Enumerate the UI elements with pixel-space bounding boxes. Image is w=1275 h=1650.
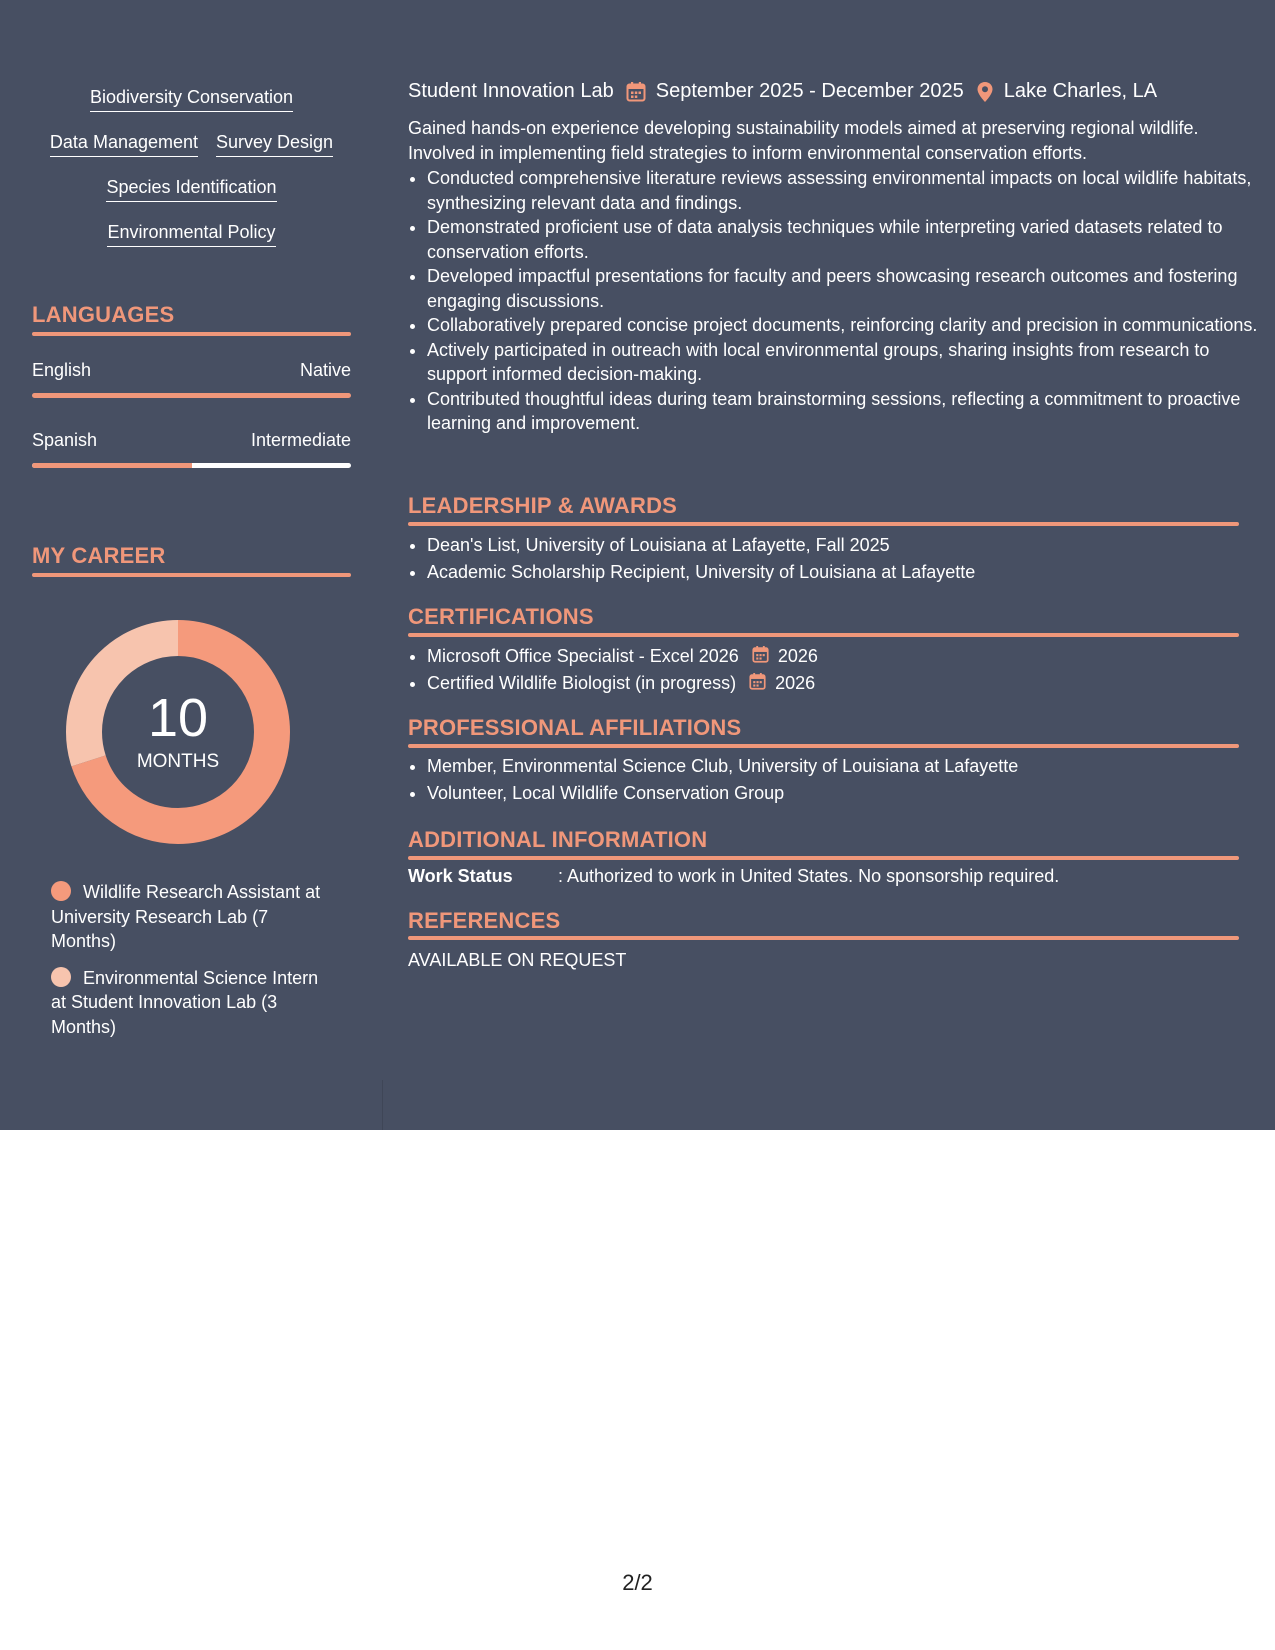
list-item: • Volunteer, Local Wildlife Conservation Group bbox=[427, 780, 1258, 807]
section-rule bbox=[408, 522, 1239, 526]
cert-year: 2026 bbox=[775, 673, 816, 693]
certifications-list bbox=[408, 643, 1258, 697]
list-item: • Dean's List, University of Louisiana at Lafayette, Fall 2025 bbox=[427, 532, 1258, 559]
skills-list bbox=[32, 86, 351, 266]
career-unit: MONTHS bbox=[136, 751, 220, 772]
references-text: AVAILABLE ON REQUEST bbox=[408, 950, 627, 970]
calendar-icon bbox=[749, 672, 766, 691]
list-item: • Member, Environmental Science Club, University of Louisiana at Lafayette bbox=[427, 753, 1258, 780]
skill-row bbox=[32, 176, 351, 221]
list-item: • Academic Scholarship Recipient, University of Louisiana at Lafayette bbox=[427, 559, 1258, 586]
work-status-value: : Authorized to work in United States. No sponsorship required. bbox=[558, 866, 1060, 886]
skill-row bbox=[32, 221, 351, 266]
legend-dot-icon bbox=[51, 967, 71, 987]
additional-title: ADDITIONAL INFORMATION bbox=[408, 827, 708, 852]
language-name: English bbox=[32, 360, 92, 380]
language-item bbox=[32, 430, 351, 468]
section-rule bbox=[408, 633, 1239, 637]
language-bar-fill bbox=[32, 393, 351, 398]
language-name: Spanish bbox=[32, 430, 98, 450]
language-bar bbox=[32, 463, 351, 468]
cert-year: 2026 bbox=[777, 646, 818, 666]
languages-title: LANGUAGES bbox=[32, 302, 175, 327]
list-item bbox=[427, 643, 1258, 670]
column-divider bbox=[382, 1080, 383, 1130]
cert-name: Certified Wildlife Biologist (in progress) bbox=[427, 673, 737, 693]
language-bar bbox=[32, 393, 351, 398]
leadership-list bbox=[408, 532, 1258, 586]
legend-item bbox=[51, 966, 331, 1040]
section-rule bbox=[32, 573, 351, 577]
legend-label: Environmental Science Intern at Student Innovation Lab (3 Months) bbox=[51, 967, 319, 1037]
list-item: • Conducted comprehensive literature reviews assessing environmental impacts on local wildlife habitats, synthesizing relevant data and findings. bbox=[427, 166, 1258, 215]
career-title: MY CAREER bbox=[32, 543, 166, 568]
section-rule bbox=[408, 936, 1239, 940]
job-location: Lake Charles, LA bbox=[1003, 80, 1158, 102]
skill-tag: Biodiversity Conservation bbox=[90, 86, 293, 112]
job-bullets bbox=[408, 166, 1258, 436]
list-item: • Collaboratively prepared concise project documents, reinforcing clarity and precision in communications. bbox=[427, 313, 1258, 338]
job-description: Gained hands-on experience developing sustainability models aimed at preserving regional wildlife. Involved in implementing field strategies to inform environmental conservation efforts. bbox=[408, 118, 1199, 163]
list-item: • Demonstrated proficient use of data analysis techniques while interpreting varied datasets related to conservation efforts. bbox=[427, 215, 1258, 264]
skill-row bbox=[32, 86, 351, 131]
work-status-label: Work Status bbox=[408, 866, 513, 886]
section-rule bbox=[408, 856, 1239, 860]
affiliations-list bbox=[408, 753, 1258, 807]
skill-tag: Species Identification bbox=[106, 176, 276, 202]
certifications-title: CERTIFICATIONS bbox=[408, 604, 594, 629]
career-donut-chart bbox=[66, 620, 290, 844]
job-company: Student Innovation Lab bbox=[408, 80, 614, 102]
legend-label: Wildlife Research Assistant at University Research Lab (7 Months) bbox=[51, 882, 321, 951]
legend-item bbox=[51, 880, 331, 954]
legend-dot-icon bbox=[51, 881, 71, 901]
list-item bbox=[427, 670, 1258, 697]
work-status bbox=[408, 866, 1059, 887]
affiliations-title: PROFESSIONAL AFFILIATIONS bbox=[408, 715, 742, 740]
skill-tag: Data Management bbox=[50, 131, 198, 157]
skill-tag: Environmental Policy bbox=[107, 221, 275, 247]
page-number: 2/2 bbox=[622, 1570, 653, 1595]
language-level: Intermediate bbox=[250, 430, 351, 450]
location-pin-icon bbox=[976, 81, 994, 103]
career-total: 10 bbox=[147, 688, 209, 748]
skill-tag: Survey Design bbox=[216, 131, 333, 157]
language-bar-fill bbox=[32, 463, 192, 468]
calendar-icon bbox=[626, 81, 646, 103]
job-header bbox=[408, 80, 1157, 103]
list-item: • Developed impactful presentations for faculty and peers showcasing research outcomes and fostering engaging discussions. bbox=[427, 264, 1258, 313]
language-item bbox=[32, 360, 351, 398]
leadership-title: LEADERSHIP & AWARDS bbox=[408, 493, 678, 518]
career-legend bbox=[51, 880, 331, 1051]
section-rule bbox=[408, 744, 1239, 748]
list-item: • Contributed thoughtful ideas during team brainstorming sessions, reflecting a commitment to proactive learning and improvement. bbox=[427, 387, 1258, 436]
calendar-icon bbox=[752, 645, 769, 664]
section-rule bbox=[32, 332, 351, 336]
language-level: Native bbox=[299, 360, 351, 380]
cert-name: Microsoft Office Specialist - Excel 2026 bbox=[427, 646, 739, 666]
skill-row bbox=[32, 131, 351, 176]
list-item: • Actively participated in outreach with local environmental groups, sharing insights from research to support informed decision-making. bbox=[427, 338, 1258, 387]
references-title: REFERENCES bbox=[408, 908, 561, 933]
job-dates: September 2025 - December 2025 bbox=[655, 80, 964, 102]
